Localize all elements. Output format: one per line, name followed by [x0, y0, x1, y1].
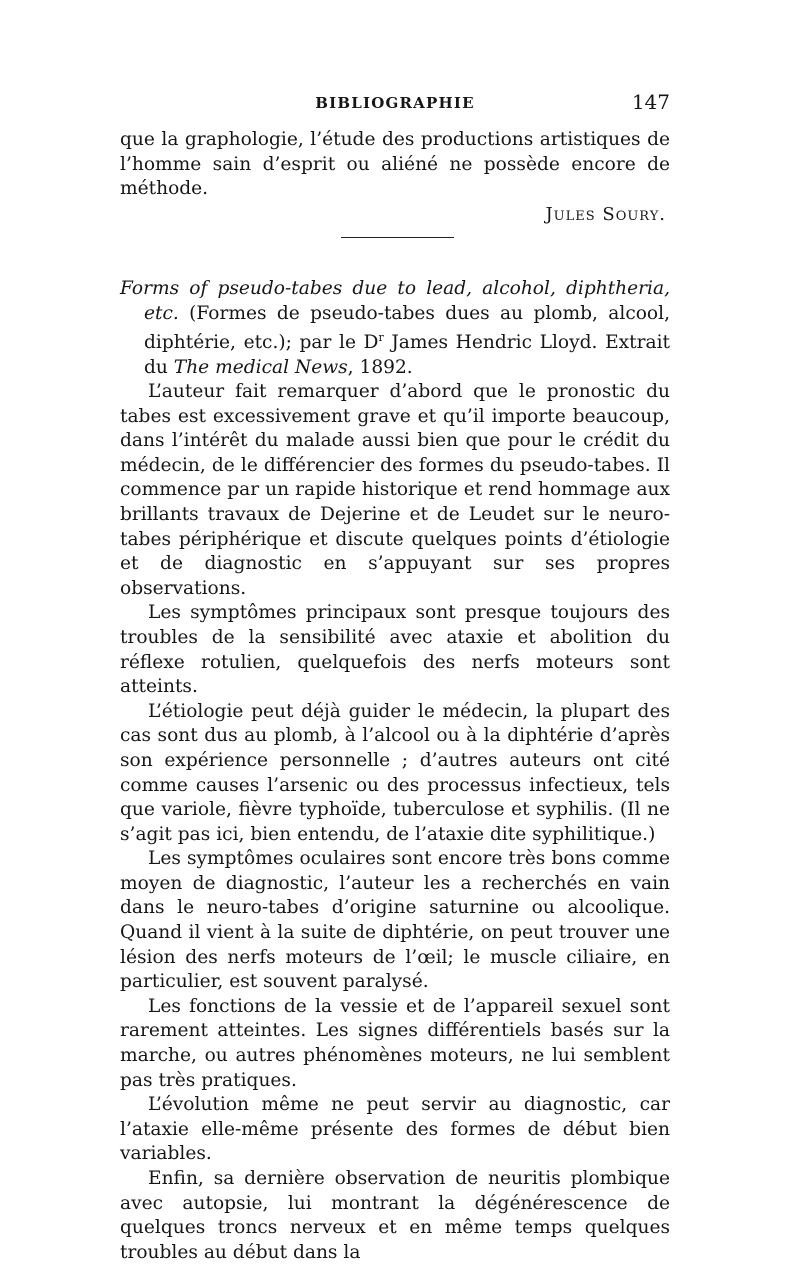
- bibliographic-reference: [120, 277, 670, 381]
- body-paragraph: Enfin, sa dernière observation de neuritis plombique avec autopsie, lui montrant la dégénérescence de quelques troncs nerveux et en même temps quelques troubles au début dans la: [120, 1168, 670, 1263]
- body-paragraph: L’auteur fait remarquer d’abord que le pronostic du tabes est excessivement grave et qu’il importe beaucoup, dans l’intérêt du malade aussi bien que pour le crédit du médecin, de le différencier des formes du pseudo-tabes. Il commence par un rapide historique et rend hommage aux brillants travaux de Dejerine et de Leudet sur le neuro-tabes périphérique et discute quelques points d’étiologie et de diagnostic en s’appuyant sur ses propres observations.: [120, 381, 670, 599]
- reference-title-fr: (Formes de pseudo-tabes dues au plomb, alcool, diphtérie, etc.); par le D: [144, 302, 670, 354]
- body-paragraph: Les symptômes principaux sont presque toujours des troubles de la sensibilité avec ataxie et abolition du réflexe rotulien, quelquefois des nerfs moteurs sont atteints.: [120, 602, 670, 698]
- running-title: BIBLIOGRAPHIE: [315, 94, 475, 112]
- page-number: 147: [631, 90, 670, 114]
- author-signature: Jules Soury.: [545, 204, 666, 225]
- reference-entry: [120, 277, 670, 381]
- reference-title-en: Forms of pseudo-tabes due to lead, alcohol, diphtheria, etc.: [120, 278, 670, 324]
- review-body: [120, 380, 670, 1265]
- running-head: [120, 92, 670, 116]
- intro-continuation: [120, 128, 670, 202]
- reference-journal: The medical News: [173, 356, 348, 378]
- reference-year: , 1892.: [347, 356, 413, 378]
- body-paragraph: L’étiologie peut déjà guider le médecin, la plupart des cas sont dus au plomb, à l’alcool ou à la diphtérie d’après son expérience personnelle ; d’autres auteurs ont cité comme causes l’arsenic ou des processus infectieux, tels que variole, fièvre typhoïde, tuberculose et syphilis. (Il ne s’agit pas ici, bien entendu, de l’ataxie dite syphilitique.): [120, 700, 670, 845]
- reference-author: James Hendric Lloyd. Extrait du: [144, 332, 670, 378]
- section-divider: [341, 237, 454, 238]
- intro-paragraph: que la graphologie, l’étude des productions artistiques de l’homme sain d’esprit ou aliéné ne possède encore de méthode.: [120, 129, 670, 200]
- body-paragraph: Les symptômes oculaires sont encore très bons comme moyen de diagnostic, l’auteur les a recherchés en vain dans le neuro-tabes d’origine saturnine ou alcoolique. Quand il vient à la suite de diphtérie, on peut trouver une lésion des nerfs moteurs de l’œil; le muscle ciliaire, en particulier, est souvent paralysé.: [120, 848, 670, 993]
- reference-dr-sup: r: [378, 331, 384, 345]
- body-paragraph: L’évolution même ne peut servir au diagnostic, car l’ataxie elle-même présente des formes de début bien variables.: [120, 1094, 670, 1165]
- body-paragraph: Les fonctions de la vessie et de l’appareil sexuel sont rarement atteintes. Les signes différentiels basés sur la marche, ou autres phénomènes moteurs, ne lui semblent pas très pratiques.: [120, 995, 670, 1091]
